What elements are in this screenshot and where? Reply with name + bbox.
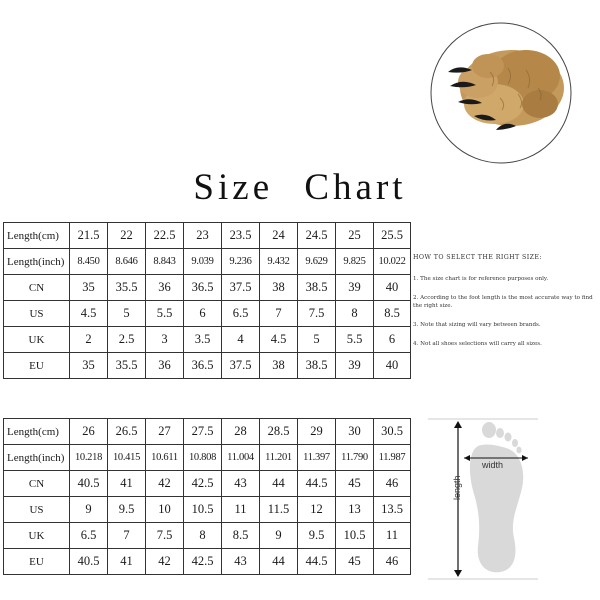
table-cell: 5	[298, 327, 336, 353]
row-label: Length(inch)	[4, 249, 70, 275]
table-cell: 35	[70, 353, 108, 379]
table-row	[4, 523, 411, 549]
table-cell: 40	[374, 275, 411, 301]
table-cell: 9	[260, 523, 298, 549]
instruction-item: 2. According to the foot length is the most accurate way to find the right size.	[413, 295, 593, 309]
table-cell: 11.397	[298, 445, 336, 471]
table-cell: 9	[70, 497, 108, 523]
size-instructions	[413, 254, 598, 359]
table-cell: 10.5	[184, 497, 222, 523]
table-cell: 9.432	[260, 249, 298, 275]
table-cell: 42.5	[184, 471, 222, 497]
table-cell: 46	[374, 471, 411, 497]
table-row	[4, 249, 411, 275]
table-cell: 9.825	[336, 249, 374, 275]
table-cell: 36	[146, 353, 184, 379]
table-cell: 37.5	[222, 275, 260, 301]
table-cell: 24	[260, 223, 298, 249]
table-row	[4, 445, 411, 471]
table-cell: 37.5	[222, 353, 260, 379]
table-cell: 21.5	[70, 223, 108, 249]
table-cell: 11	[374, 523, 411, 549]
table-cell: 5	[108, 301, 146, 327]
table-cell: 42.5	[184, 549, 222, 575]
table-cell: 24.5	[298, 223, 336, 249]
length-label: length	[452, 475, 462, 500]
row-label: US	[4, 497, 70, 523]
table-cell: 9.5	[298, 523, 336, 549]
table-cell: 11.987	[374, 445, 411, 471]
table-cell: 30	[336, 419, 374, 445]
row-label: EU	[4, 353, 70, 379]
table-cell: 36.5	[184, 275, 222, 301]
table-cell: 42	[146, 471, 184, 497]
table-cell: 38	[260, 353, 298, 379]
table-row	[4, 471, 411, 497]
row-label: EU	[4, 549, 70, 575]
table-cell: 7	[108, 523, 146, 549]
table-cell: 42	[146, 549, 184, 575]
table-cell: 45	[336, 471, 374, 497]
table-cell: 11.790	[336, 445, 374, 471]
table-cell: 6.5	[70, 523, 108, 549]
table-cell: 11.201	[260, 445, 298, 471]
table-cell: 28	[222, 419, 260, 445]
row-label: CN	[4, 471, 70, 497]
table-cell: 38.5	[298, 353, 336, 379]
table-row	[4, 223, 411, 249]
table-cell: 35.5	[108, 275, 146, 301]
table-row	[4, 419, 411, 445]
table-cell: 39	[336, 353, 374, 379]
table-cell: 8	[184, 523, 222, 549]
table-cell: 10.218	[70, 445, 108, 471]
table-cell: 25.5	[374, 223, 411, 249]
table-cell: 7.5	[146, 523, 184, 549]
table-row	[4, 353, 411, 379]
table-cell: 9.629	[298, 249, 336, 275]
table-cell: 3	[146, 327, 184, 353]
table-cell: 40.5	[70, 471, 108, 497]
table-cell: 7.5	[298, 301, 336, 327]
table-cell: 39	[336, 275, 374, 301]
foot-measurement-diagram	[428, 418, 538, 580]
instruction-item: 1. The size chart is for reference purposes only.	[413, 276, 549, 282]
table-cell: 8.450	[70, 249, 108, 275]
row-label: Length(cm)	[4, 419, 70, 445]
table-cell: 8.646	[108, 249, 146, 275]
table-cell: 41	[108, 549, 146, 575]
paw-slipper-photo	[430, 22, 572, 164]
table-cell: 44.5	[298, 471, 336, 497]
table-cell: 28.5	[260, 419, 298, 445]
table-cell: 11.004	[222, 445, 260, 471]
table-cell: 38.5	[298, 275, 336, 301]
table-cell: 36	[146, 275, 184, 301]
table-cell: 8	[336, 301, 374, 327]
table-cell: 44	[260, 471, 298, 497]
table-cell: 23.5	[222, 223, 260, 249]
table-cell: 11.5	[260, 497, 298, 523]
table-cell: 6	[184, 301, 222, 327]
row-label: US	[4, 301, 70, 327]
table-cell: 10.5	[336, 523, 374, 549]
table-cell: 26	[70, 419, 108, 445]
table-cell: 10.415	[108, 445, 146, 471]
table-cell: 9.236	[222, 249, 260, 275]
table-cell: 3.5	[184, 327, 222, 353]
table-cell: 9.5	[108, 497, 146, 523]
table-cell: 11	[222, 497, 260, 523]
table-cell: 2.5	[108, 327, 146, 353]
table-cell: 25	[336, 223, 374, 249]
table-cell: 5.5	[146, 301, 184, 327]
table-row	[4, 301, 411, 327]
table-cell: 35	[70, 275, 108, 301]
table-cell: 45	[336, 549, 374, 575]
page-title: Size Chart	[193, 167, 407, 208]
table-cell: 35.5	[108, 353, 146, 379]
table-cell: 13.5	[374, 497, 411, 523]
instructions-heading: HOW TO SELECT THE RIGHT SIZE:	[413, 254, 542, 261]
table-cell: 12	[298, 497, 336, 523]
table-cell: 44	[260, 549, 298, 575]
table-cell: 26.5	[108, 419, 146, 445]
table-row	[4, 549, 411, 575]
table-cell: 8.5	[374, 301, 411, 327]
table-cell: 43	[222, 549, 260, 575]
table-row	[4, 327, 411, 353]
size-table-1	[3, 222, 411, 379]
row-label: UK	[4, 523, 70, 549]
table-cell: 10.808	[184, 445, 222, 471]
table-cell: 10.611	[146, 445, 184, 471]
table-cell: 4	[222, 327, 260, 353]
table-cell: 8.843	[146, 249, 184, 275]
row-label: CN	[4, 275, 70, 301]
table-cell: 41	[108, 471, 146, 497]
width-label: width	[482, 460, 504, 470]
table-cell: 23	[184, 223, 222, 249]
table-cell: 6	[374, 327, 411, 353]
table-cell: 27.5	[184, 419, 222, 445]
table-cell: 10	[146, 497, 184, 523]
table-cell: 40.5	[70, 549, 108, 575]
table-cell: 46	[374, 549, 411, 575]
table-cell: 4.5	[260, 327, 298, 353]
table-cell: 5.5	[336, 327, 374, 353]
table-cell: 40	[374, 353, 411, 379]
table-cell: 38	[260, 275, 298, 301]
table-cell: 27	[146, 419, 184, 445]
table-cell: 22	[108, 223, 146, 249]
table-cell: 36.5	[184, 353, 222, 379]
row-label: Length(cm)	[4, 223, 70, 249]
size-table-2	[3, 418, 411, 575]
table-cell: 29	[298, 419, 336, 445]
table-cell: 6.5	[222, 301, 260, 327]
table-row	[4, 497, 411, 523]
row-label: UK	[4, 327, 70, 353]
table-cell: 8.5	[222, 523, 260, 549]
table-row	[4, 275, 411, 301]
foot-outline-icon	[470, 422, 523, 572]
row-label: Length(inch)	[4, 445, 70, 471]
table-cell: 2	[70, 327, 108, 353]
table-cell: 30.5	[374, 419, 411, 445]
table-cell: 4.5	[70, 301, 108, 327]
table-cell: 7	[260, 301, 298, 327]
table-cell: 10.022	[374, 249, 411, 275]
instruction-item: 4. Not all shoes selections will carry all sizes.	[413, 341, 542, 347]
table-cell: 13	[336, 497, 374, 523]
instruction-item: 3. Note that sizing will vary between brands.	[413, 322, 541, 328]
table-cell: 22.5	[146, 223, 184, 249]
table-cell: 44.5	[298, 549, 336, 575]
table-cell: 43	[222, 471, 260, 497]
table-cell: 9.039	[184, 249, 222, 275]
